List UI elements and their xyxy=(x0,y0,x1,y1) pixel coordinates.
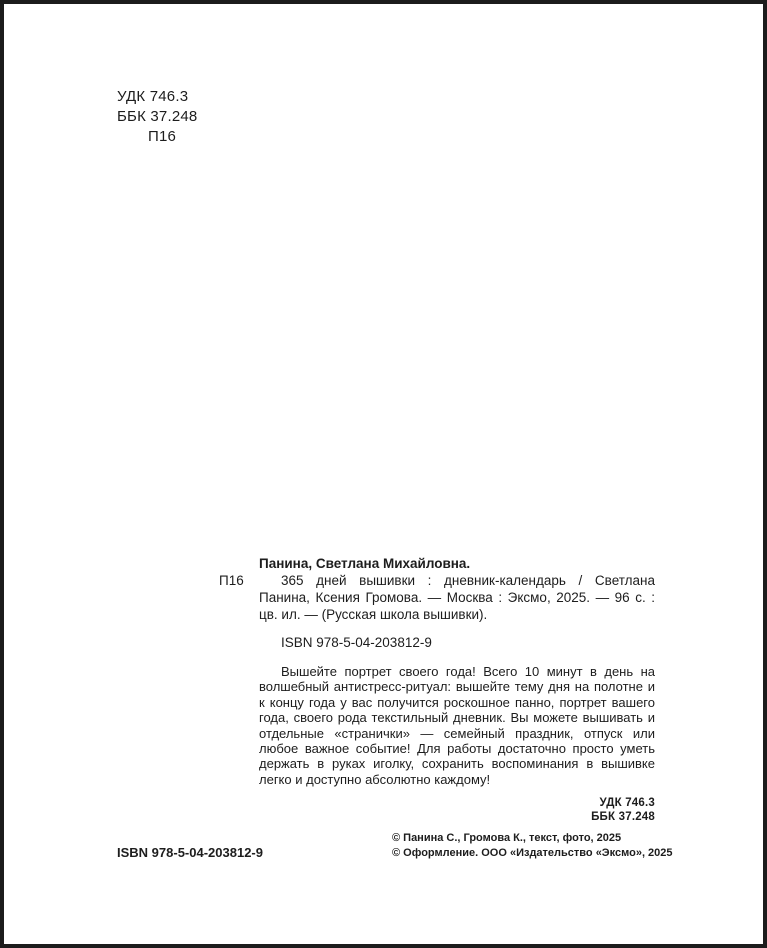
classification-codes-bottom xyxy=(259,797,655,824)
isbn-line: ISBN 978-5-04-203812-9 xyxy=(281,635,432,650)
bibliographic-entry xyxy=(219,572,655,623)
bibliographic-entry-text: 365 дней вышивки : дневник-календарь / Светлана Панина, Ксения Громова. — Москва : Эксмо, 2025. — 96 с. : цв. ил. — (Русская школа вышивки). xyxy=(259,573,655,622)
udc-code-top: УДК 746.3 xyxy=(117,88,189,105)
copyright-block xyxy=(392,831,673,861)
copyright-line-authors: © Панина С., Громова К., текст, фото, 2025 xyxy=(392,832,622,844)
classification-codes-top xyxy=(117,87,197,147)
footer-isbn: ISBN 978-5-04-203812-9 xyxy=(117,845,263,860)
bbk-code-bottom: ББК 37.248 xyxy=(591,810,655,823)
copyright-line-publisher: © Оформление. ООО «Издательство «Эксмо», 2025 xyxy=(392,847,673,859)
udc-code-bottom: УДК 746.3 xyxy=(599,797,655,810)
annotation-text: Вышейте портрет своего года! Всего 10 минут в день на волшебный антистресс-ритуал: вышейте тему дня на полотне и к концу года у вас получится роскошное панно, портрет вашего года, своего рода текстильный дневник. Вы можете вышивать и отдельные «странички» — семейный праздник, отпуск или любое важное событие! Для работы достаточно просто уметь держать в руках иголку, сохранить воспоминания в вышивке легко и доступно абсолютно каждому! xyxy=(259,664,655,787)
bbk-code-top: ББК 37.248 xyxy=(117,108,198,125)
author-sign-code: П16 xyxy=(148,128,177,145)
imprint-block xyxy=(219,555,655,824)
entry-code: П16 xyxy=(219,573,244,588)
author-heading: Панина, Светлана Михайловна. xyxy=(259,556,471,571)
